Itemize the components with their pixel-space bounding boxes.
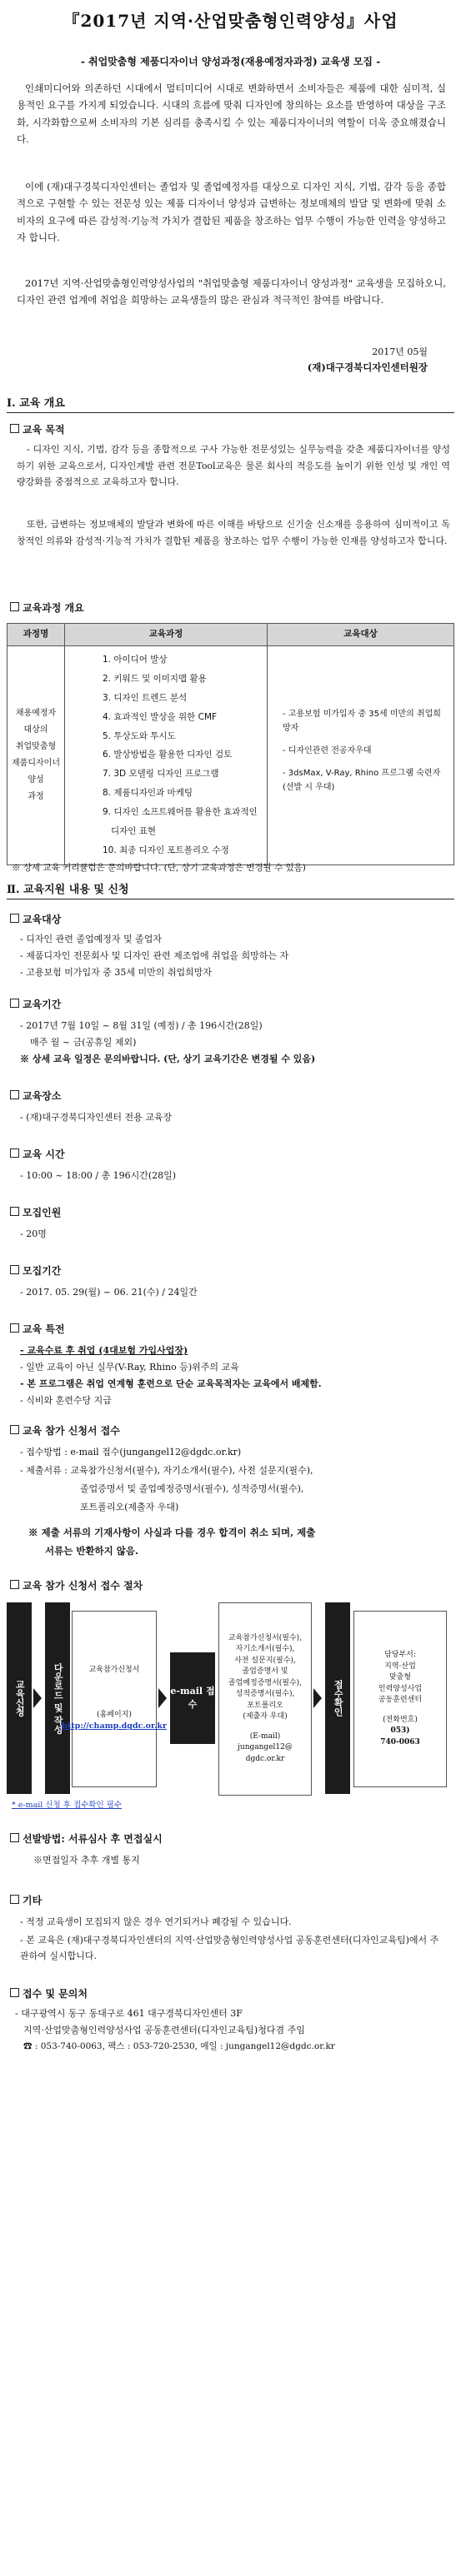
list-item: 디자인 표현 xyxy=(103,825,157,836)
page-subtitle: - 취업맞춤형 제품디자이너 양성과정(재용예정자과정) 교육생 모집 - xyxy=(80,56,381,67)
flow-note: * e-mail 신청 후 접수확인 필수 xyxy=(12,1801,123,1810)
list-item: 3. 디자인 트렌드 분석 xyxy=(103,692,188,703)
table-header-target: 교육대상 xyxy=(268,624,454,646)
recruit-period-line: - 2017. 05. 29(월) ~ 06. 21(수) / 24일간 xyxy=(20,1287,198,1298)
list-item: 5. 투상도와 투시도 xyxy=(103,730,176,741)
issuing-organization: (재)대구경북디자인센터원장 xyxy=(307,361,428,373)
target-line: - 디자인 관련 졸업예정자 및 졸업자 xyxy=(20,934,162,944)
apply-note: ※ 제출 서류의 기재사항이 사실과 다를 경우 합격이 취소 되며, 제출 xyxy=(28,1527,316,1538)
contact-phone-email: ☎ : 053-740-0063, 팩스 : 053-720-2530, 메일 : jungangel12@dgdc.or.kr xyxy=(23,2041,335,2051)
contact-department: 지역·산업맞춤형인력양성사업 공동훈련센터(디자인교육팀)청다겸 주임 xyxy=(23,2025,305,2035)
place-line: - (재)대구경북디자인센터 전용 교육장 xyxy=(20,1112,173,1123)
notice-date: 2017년 05월 xyxy=(372,346,428,357)
checkbox-square-icon xyxy=(10,1895,19,1904)
target-line: - 고용보험 미가입자 중 35세 미만의 취업희망자 xyxy=(20,967,212,978)
flow-stage-email: e-mail 접수 xyxy=(170,1652,215,1744)
intro-paragraph-1: 인쇄미디어와 의존하던 시대에서 멀티미디어 시대로 변화하면서 소비자들은 제품에 대한 심미적, 실용적인 요구를 가지게 되었습니다. 시대의 흐름에 맞춰 디자인에 창의하는 요소를 반영하여 대상을 구조화, 시각화함으로써 소비자의 기본 심리를 충족시킬 수 있는 제품디자이너의 역할이 더욱 중요해졌습니다. xyxy=(17,82,446,146)
selection-heading: 선발방법: 서류심사 후 면접실시 xyxy=(10,1831,163,1847)
arrow-right-icon xyxy=(158,1688,167,1708)
checkbox-square-icon xyxy=(10,1090,19,1099)
list-item: 8. 제품디자인과 마케팅 xyxy=(103,788,193,799)
period-note: ※ 상세 교육 일정은 문의바랍니다. (단, 상기 교육기간은 변경될 수 있음) xyxy=(20,1054,316,1064)
contact-heading: 접수 및 문의처 xyxy=(10,1986,88,2002)
checkbox-square-icon xyxy=(10,1323,19,1333)
email-content-box: 교육참가신청서(필수), 자기소개서(필수), 사전 설문지(필수), 졸업증명서 및 졸업예정증명서(필수), 성적증명서(필수), 포트폴리오 (제출자 우대) (E-mail) jungangel12@ dgdc.or.kr xyxy=(218,1602,312,1796)
download-content-box: 교육참가신청서 (홈페이지) http://champ.dgdc.or.kr xyxy=(72,1611,157,1787)
target-line: - 제품디자인 전문회사 및 디자인 관련 제조업에 취업을 희망하는 자 xyxy=(20,950,289,961)
checkbox-square-icon xyxy=(10,1265,19,1274)
etc-line: - 적정 교육생이 모집되지 않은 경우 연기되거나 폐강될 수 있습니다. xyxy=(20,1916,292,1927)
homepage-link[interactable]: http://champ.dgdc.or.kr xyxy=(62,1721,168,1731)
checkbox-square-icon xyxy=(10,602,19,611)
goal-paragraph-2: 또한, 급변하는 정보매체의 발달과 변화에 따른 이해를 바탕으로 신기술 신소재를 응용하여 심미적이고 독창적인 의류와 감성적·기능적 가치가 결합된 제품을 창조하는 업무 수행이 가능한 인재를 양성하고자 합니다. xyxy=(17,519,450,546)
target-heading: 교육대상 xyxy=(10,911,61,928)
etc-line: - 본 교육은 (재)대구경북디자인센터의 지역·산업맞춤형인력양성사업 공동훈련센터(디자인교육팀)에서 주관하여 실시합니다. xyxy=(20,1935,439,1962)
apply-line: 포트폴리오(제출자 우대) xyxy=(80,1502,179,1512)
place-heading: 교육장소 xyxy=(10,1088,61,1104)
list-item: 2. 키워드 및 이미지맵 활용 xyxy=(103,673,207,684)
checkbox-square-icon xyxy=(10,1580,19,1589)
checkbox-square-icon xyxy=(10,1988,19,1997)
flow-stage-confirm: 접수확인 xyxy=(325,1602,350,1794)
table-header-row xyxy=(8,624,454,646)
benefit-line: - 식비와 훈련수당 지급 xyxy=(20,1395,112,1406)
table-header-curriculum: 교육과정 xyxy=(65,624,268,646)
curriculum-cell xyxy=(65,646,268,865)
list-item: 10. 최종 디자인 포트폴리오 수정 xyxy=(103,845,229,855)
period-line: 매주 월 ~ 금(공휴일 제외) xyxy=(30,1037,137,1048)
list-item: 7. 3D 모델링 디자인 프로그램 xyxy=(103,769,219,780)
section-2-heading: Ⅱ. 교육지원 내용 및 신청 xyxy=(7,884,129,896)
selection-note: ※면접일자 추후 개별 통지 xyxy=(33,1855,140,1866)
goal-heading: 교육 목적 xyxy=(10,421,65,438)
benefit-line: - 교육수료 후 취업 (4대보험 가입사업장) xyxy=(20,1345,188,1356)
period-line: - 2017년 7월 10일 ~ 8월 31일 (예정) / 총 196시간(28일) xyxy=(20,1020,263,1031)
checkbox-square-icon xyxy=(10,1833,19,1842)
arrow-right-icon xyxy=(313,1688,322,1708)
recruit-heading: 모집인원 xyxy=(10,1204,61,1221)
list-item: 9. 디자인 소프트웨어를 활용한 효과적인 xyxy=(103,807,258,817)
contact-address: - 대구광역시 동구 동대구로 461 대구경북디자인센터 3F xyxy=(15,2008,243,2019)
intro-paragraph-3: 2017년 지역·산업맞춤형인력양성사업의 "취업맞춤형 제품디자이너 양성과정" 교육생을 모집하오니, 디자인 관련 업계에 취업을 희망하는 교육생들의 많은 관심과 적극적인 참여를 바랍니다. xyxy=(17,277,446,306)
checkbox-square-icon xyxy=(10,914,19,923)
table-row xyxy=(8,646,454,865)
flow-stage-apply: 교육신청 xyxy=(7,1602,32,1794)
arrow-right-icon xyxy=(33,1688,42,1708)
recruit-line: - 20명 xyxy=(20,1228,47,1239)
confirm-content-box: 담당부서: 지역·산업 맞춤형 인력양성사업 공동훈련센터 (전화번호) 053) 740-0063 xyxy=(353,1611,447,1787)
checkbox-square-icon xyxy=(10,1425,19,1434)
benefit-line: - 본 프로그램은 취업 연계형 훈련으로 단순 교육목적자는 교육에서 배제함. xyxy=(20,1378,322,1389)
section-1-heading: Ⅰ. 교육 개요 xyxy=(7,397,65,410)
table-note: ※ 상세 교육 커리큘럼은 문의바랍니다. (단, 상기 교육과정은 변경될 수 있음) xyxy=(12,863,306,873)
apply-note: 서류는 반환하지 않음. xyxy=(45,1545,138,1557)
time-heading: 교육 시간 xyxy=(10,1146,65,1163)
target-cell: - 고용보험 미가입자 중 35세 미만의 취업희망자 - 디자인관련 전공자우대 - 3dsMax, V-Ray, Rhino 프로그램 숙련자(선발 시 우대) xyxy=(268,646,454,865)
benefit-line: - 일반 교육이 아닌 실무(V-Ray, Rhino 등)위주의 교육 xyxy=(20,1362,239,1373)
checkbox-square-icon xyxy=(10,999,19,1008)
checkbox-square-icon xyxy=(10,1148,19,1158)
course-overview-heading: 교육과정 개요 xyxy=(10,600,84,616)
email-address[interactable]: jungangel12@ xyxy=(238,1743,293,1752)
period-heading: 교육기간 xyxy=(10,996,61,1013)
flow-heading: 교육 참가 신청서 접수 절차 xyxy=(10,1577,143,1594)
course-table xyxy=(7,623,454,865)
benefit-heading: 교육 특전 xyxy=(10,1321,65,1338)
section-1-rule xyxy=(7,412,454,413)
apply-heading: 교육 참가 신청서 접수 xyxy=(10,1423,120,1439)
recruit-period-heading: 모집기간 xyxy=(10,1263,61,1279)
application-flow-diagram xyxy=(5,1602,456,1794)
flow-stage-download: 다운로드 및 작성 xyxy=(45,1602,70,1794)
table-header-course-name: 과정명 xyxy=(8,624,65,646)
list-item: 4. 효과적인 발상을 위한 CMF xyxy=(103,711,218,722)
apply-line: - 제출서류 : 교육참가신청서(필수), 자기소개서(필수), 사전 설문지(필수), xyxy=(20,1465,313,1476)
etc-heading: 기타 xyxy=(10,1892,42,1909)
list-item: 6. 발상방법을 활용한 디자인 검토 xyxy=(103,750,233,760)
checkbox-square-icon xyxy=(10,1207,19,1216)
apply-line: - 접수방법 : e-mail 접수(jungangel12@dgdc.or.kr) xyxy=(20,1447,242,1457)
intro-paragraph-2: 이에 (재)대구경북디자인센터는 졸업자 및 졸업예정자를 대상으로 디자인 지식, 기법, 감각 등을 종합적으로 구현할 수 있는 전문성 있는 제품 디자이너 양성과 급변하는 정보매체의 발달 및 변화에 맞춰 소비자의 요구에 따른 감성적·기능적 가치가 결합된 제품을 창조하는 업무 수행이 가능한 인력을 양성하고자 합니다. xyxy=(17,181,446,244)
time-line: - 10:00 ~ 18:00 / 총 196시간(28일) xyxy=(20,1170,177,1181)
checkbox-square-icon xyxy=(10,424,19,433)
apply-line: 졸업증명서 및 졸업예정증명서(필수), 성적증명서(필수), xyxy=(80,1483,304,1494)
page-title: 『2017년 지역·산업맞춤형인력양성』사업 xyxy=(63,11,398,31)
course-name-cell: 채용예정자 대상의 취업맞춤형 제품디자이너 양성 과정 xyxy=(8,646,65,865)
list-item: 1. 아이디어 발상 xyxy=(103,655,168,665)
goal-paragraph-1: - 디자인 지식, 기법, 감각 등을 종합적으로 구사 가능한 전문성있는 실무능력을 갖춘 제품디자이너를 양성하기 위한 교육으로서, 디자인계발 관련 전문Tool교육은 물론 회사의 적응도를 높이기 위한 인성 및 개인 역량강화를 중점적으로 교육하고자 합니다. xyxy=(17,444,450,488)
